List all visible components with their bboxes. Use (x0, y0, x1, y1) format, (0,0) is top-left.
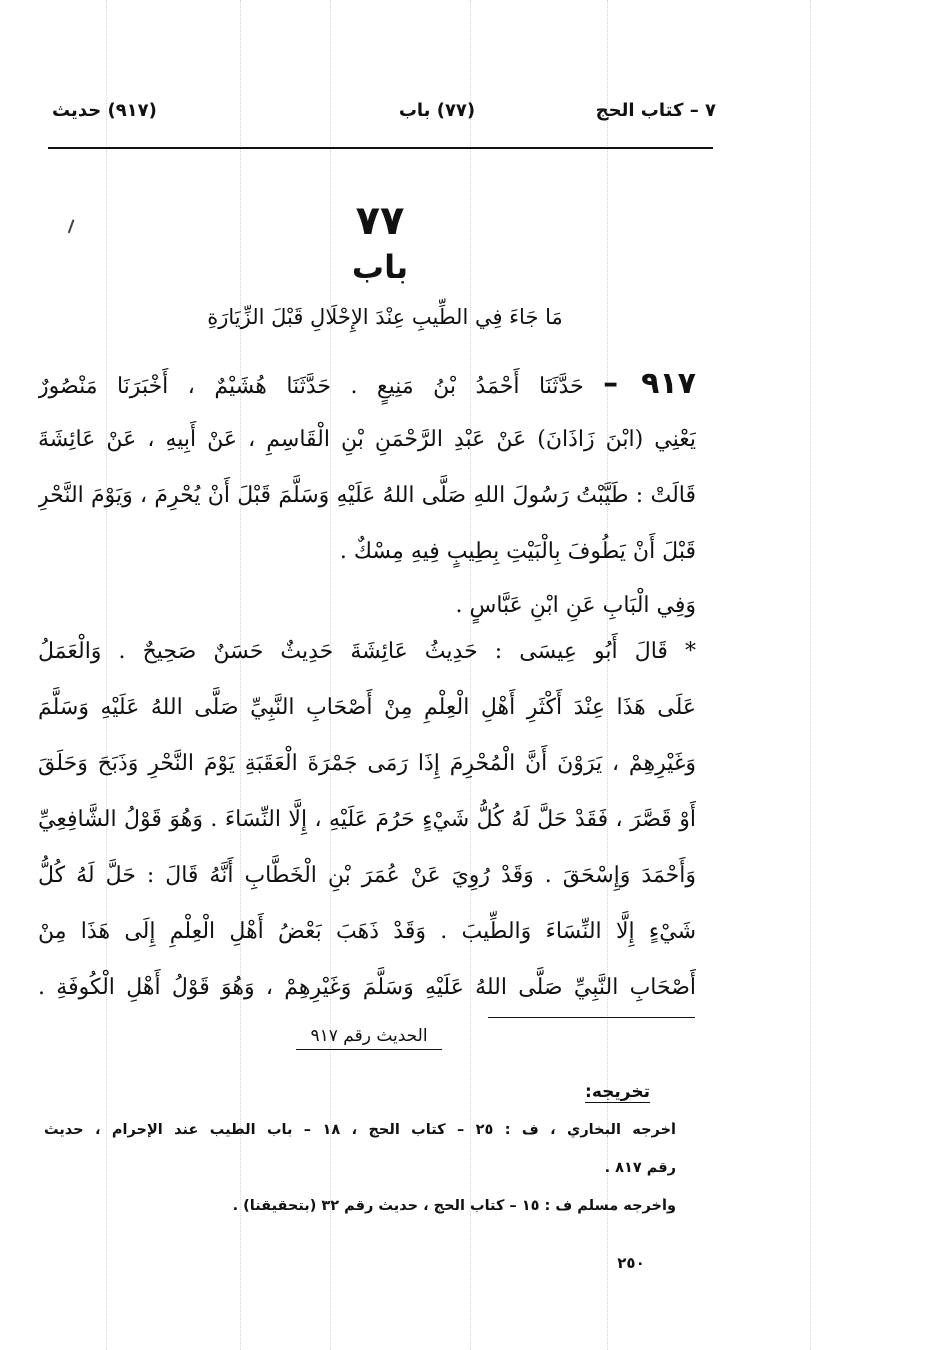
hadith-line: قَبْلَ أَنْ يَطُوفَ بِالْبَيْتِ بِطِيبٍ فِيهِ مِسْكٌ . (339, 539, 696, 564)
header-chapter-number: (٧٧) باب (398, 100, 476, 121)
commentary-line: أَصْحَابِ النَّبِيِّ صَلَّى اللهُ عَلَيْهِ وَسَلَّمَ وَغَيْرِهِمْ ، وَهُوَ قَوْلُ أَهْلِ الْكُوفَةِ . (38, 975, 696, 1000)
hadith-line: يَعْنِي (ابْنَ زَاذَانَ) عَنْ عَبْدِ الرَّحْمَنِ بْنِ الْقَاسِمِ ، عَنْ أَبِيهِ ، عَنْ عَائِشَةَ (38, 427, 696, 452)
hadith-text: حَدَّثَنَا أَحْمَدُ بْنُ مَنِيعٍ . حَدَّثَنَا هُشَيْمٌ ، أَخْبَرَنَا مَنْصُورٌ (38, 374, 584, 399)
commentary-line: وَأَحْمَدَ وَإِسْحَقَ . وَقَدْ رُوِيَ عَنْ عُمَرَ بْنِ الْخَطَّابِ أَنَّهُ قَالَ : حَلَّ لَهُ كُلُّ (38, 863, 696, 888)
footnote-line: أخرجه البخاري ، ف : ٢٥ – كتاب الحج ، ١٨ – باب الطيب عند الإحرام ، حديث (44, 1122, 676, 1138)
hadith-body (38, 362, 696, 1022)
chapter-label: باب (351, 248, 409, 286)
takhrij-label-text: تخريجه: (585, 1082, 650, 1102)
footnote-separator (488, 1017, 695, 1018)
takhrij-label (560, 1082, 650, 1102)
chapter-number: ٧٧ (355, 198, 405, 244)
commentary-line: وَغَيْرِهِمْ ، يَرَوْنَ أَنَّ الْمُحْرِمَ إِذَا رَمَى جَمْرَةَ الْعَقَبَةِ يَوْمَ النَّحْرِ وَذَبَحَ وَحَلَقَ (38, 751, 696, 776)
header-book-title: ٧ – كتاب الحج (595, 100, 716, 121)
header-hadith-number: (٩١٧) حديث (52, 100, 157, 121)
chapter-title: مَا جَاءَ فِي الطِّيبِ عِنْدَ الإِحْلَالِ قَبْلَ الزِّيَارَةِ (207, 305, 563, 329)
footnote-line: رقم ٨١٧ . (604, 1160, 676, 1176)
commentary-line: عَلَى هَذَا عِنْدَ أَكْثَرِ أَهْلِ الْعِلْمِ مِنْ أَصْحَابِ النَّبِيِّ صَلَّى اللهُ عَلَيْهِ وَسَلَّمَ (38, 695, 696, 720)
commentary-line: أَوْ قَصَّرَ ، فَقَدْ حَلَّ لَهُ كُلُّ شَيْءٍ حَرُمَ عَلَيْهِ ، إِلَّا النِّسَاءَ . وَهُوَ قَوْلُ الشَّافِعِيِّ (38, 807, 696, 832)
header-rule (48, 147, 713, 149)
commentary-line: شَيْءٍ إِلَّا النِّسَاءَ وَالطِّيبَ . وَقَدْ ذَهَبَ بَعْضُ أَهْلِ الْعِلْمِ إِلَى هَذَا مِنْ (38, 919, 696, 944)
commentary-line: * قَالَ أَبُو عِيسَى : حَدِيثُ عَائِشَةَ حَدِيثٌ حَسَنٌ صَحِيحٌ . وَالْعَمَلُ (38, 639, 696, 664)
hadith-number: ٩١٧ – (603, 366, 696, 401)
hadith-line (38, 362, 696, 418)
hadith-line: قَالَتْ : طَيَّبْتُ رَسُولَ اللهِ صَلَّى اللهُ عَلَيْهِ وَسَلَّمَ قَبْلَ أَنْ يُحْرِمَ ، وَيَوْمَ النَّحْرِ (38, 483, 696, 508)
page-number: ٢٥٠ (617, 1254, 645, 1272)
running-header (48, 96, 716, 130)
footnote-reference-title: الحديث رقم ٩١٧ (296, 1026, 442, 1050)
footnote-line: وأخرجه مسلم ف : ١٥ – كتاب الحج ، حديث رقم ٣٢ (بتحقيقنا) . (232, 1198, 676, 1214)
bab-note: وَفِي الْبَابِ عَنِ ابْنِ عَبَّاسٍ . (455, 593, 696, 618)
